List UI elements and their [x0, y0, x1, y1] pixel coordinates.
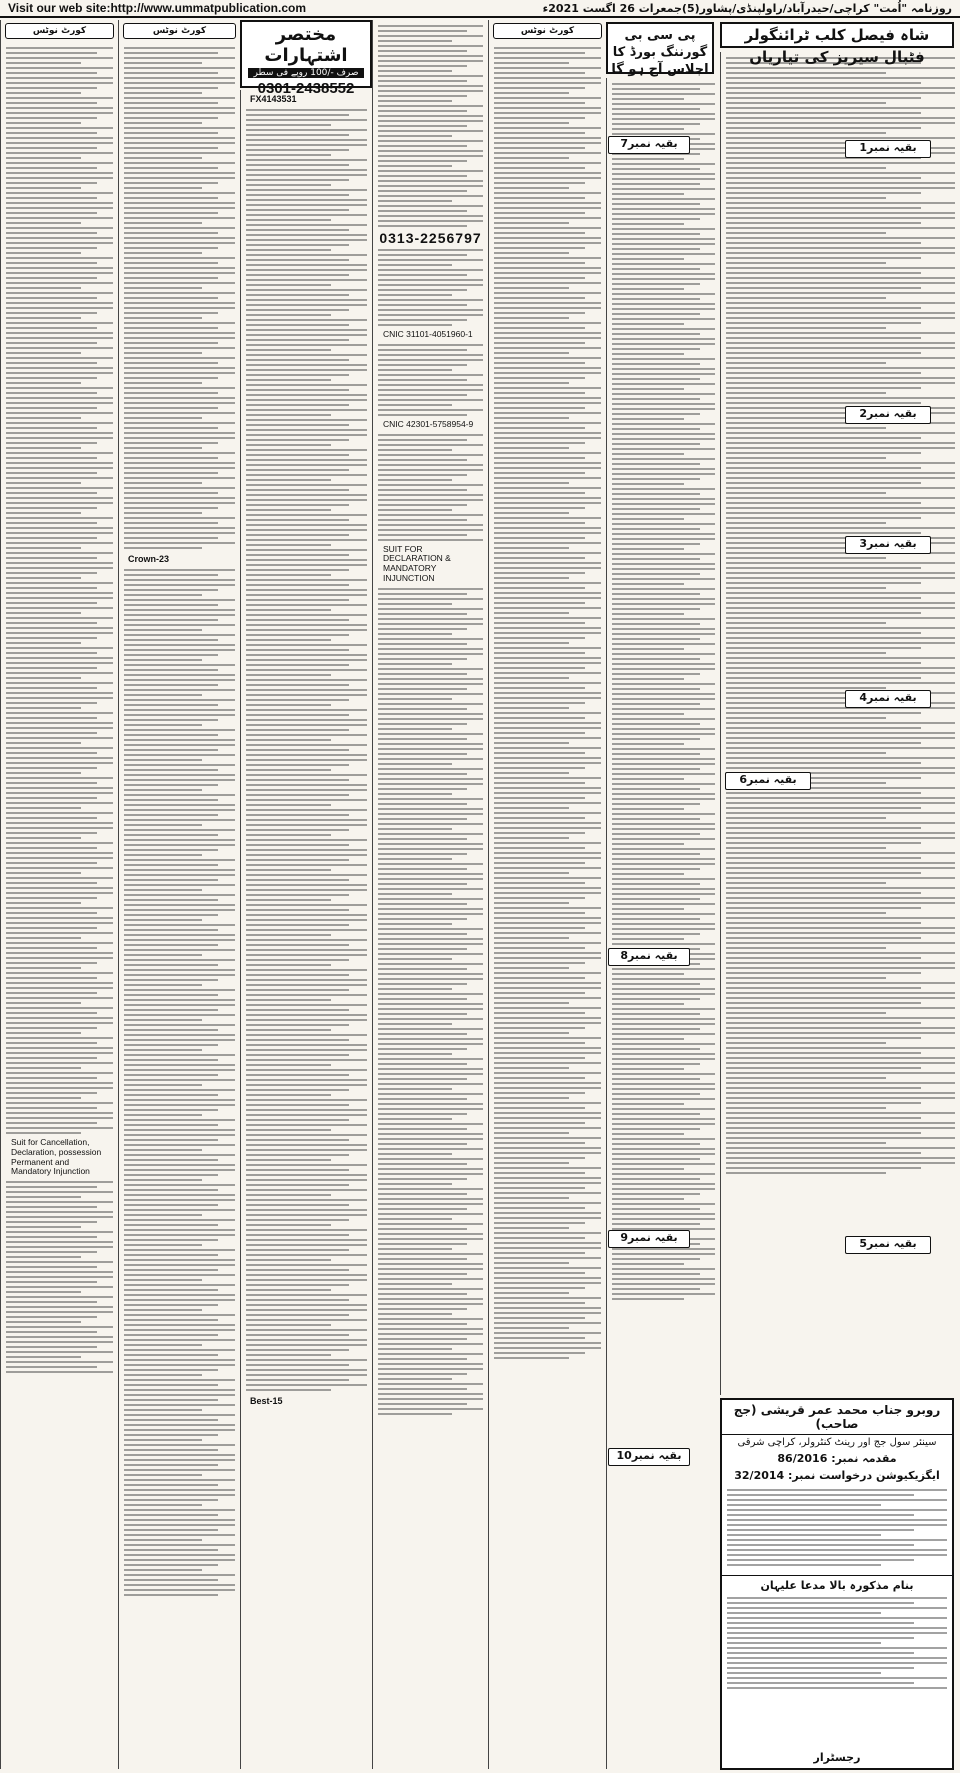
cnic-number: CNIC 31101-4051960-1 — [383, 329, 473, 339]
continuation-2: بقیہ نمبر2 — [845, 406, 931, 424]
dateline: روزنامہ "اُمت" کراچی/حیدرآباد/راولپنڈی/پشاور(5)جمعرات 26 اگست 2021ء — [542, 1, 952, 15]
court-box-heading: روبرو جناب محمد عمر قریشی (جج صاحب) — [722, 1400, 952, 1435]
continuation-8: بقیہ نمبر8 — [608, 948, 690, 966]
best-tag: Best-15 — [250, 1396, 283, 1406]
court-box-footer: رجسٹرار — [813, 1751, 861, 1764]
column-1 — [0, 20, 118, 1769]
classifieds-title: مختصر اشتہارات — [264, 24, 348, 66]
court-box-body-2 — [722, 1592, 952, 1694]
column-5 — [488, 20, 606, 1769]
continuation-9: بقیہ نمبر9 — [608, 1230, 690, 1248]
column-2 — [118, 20, 240, 1769]
column-4 — [372, 20, 488, 1769]
continuation-4: بقیہ نمبر4 — [845, 690, 931, 708]
column-5-text — [489, 42, 606, 1364]
continuation-7: بقیہ نمبر7 — [608, 136, 690, 154]
court-notice-label: کورٹ نوٹس — [123, 23, 236, 39]
court-against-heading: بنام مذکورہ بالا مدعا علیہان — [722, 1575, 952, 1592]
classifieds-header — [240, 20, 372, 97]
continuation-3: بقیہ نمبر3 — [845, 536, 931, 554]
pcb-headline: پی سی بی گورننگ بورڈ کا اجلاس آج ہو گا — [606, 22, 714, 74]
continuation-6: بقیہ نمبر6 — [725, 772, 811, 790]
contact-phone[interactable]: 0313-2256797 — [379, 230, 482, 246]
column-4-text — [373, 20, 488, 1420]
court-notice-box — [720, 1398, 954, 1770]
continuation-1: بقیہ نمبر1 — [845, 140, 931, 158]
court-box-sub: سینئر سول جج اور رینٹ کنٹرولر، کراچی شرقی — [737, 1437, 937, 1448]
crown-tag: Crown-23 — [128, 554, 170, 564]
continuation-10: بقیہ نمبر10 — [608, 1448, 690, 1466]
suit-declaration: SUIT FOR DECLARATION & MANDATORY INJUNCTION — [383, 543, 451, 583]
classifieds-rate: صرف -/100 روپے فی سطر — [248, 68, 364, 78]
column-2-text — [119, 42, 240, 1601]
court-case-number: مقدمہ نمبر: 86/2016 — [777, 1452, 897, 1465]
court-notice-label: کورٹ نوٹس — [493, 23, 602, 39]
classifieds-phone[interactable]: 0301-2438552 — [257, 80, 355, 97]
masthead — [0, 0, 960, 18]
column-3-text — [241, 90, 372, 1410]
cnic-number-2: CNIC 42301-5758954-9 — [383, 418, 474, 429]
column-1-text — [1, 42, 118, 1378]
suit-text-english: Suit for Cancellation, Declaration, possession Permanent and Mandatory Injunction — [11, 1137, 102, 1177]
execution-application-number: ایگزیکیوشن درخواست نمبر: 32/2014 — [734, 1469, 940, 1482]
website-link[interactable]: Visit our web site:http://www.ummatpublication.com — [8, 1, 307, 15]
column-7 — [720, 52, 960, 1395]
court-notice-label: کورٹ نوٹس — [5, 23, 114, 39]
fx-number: FX4143531 — [250, 94, 297, 104]
continuation-5: بقیہ نمبر5 — [845, 1236, 931, 1254]
sports-headline: شاہ فیصل کلب ٹرائنگولر فٹبال سیریز کی تیاریاں — [720, 22, 954, 48]
column-7-text — [721, 52, 960, 1179]
column-6-text — [607, 78, 720, 1305]
column-3 — [240, 90, 372, 1769]
court-box-body — [722, 1484, 952, 1571]
column-6 — [606, 78, 720, 1769]
